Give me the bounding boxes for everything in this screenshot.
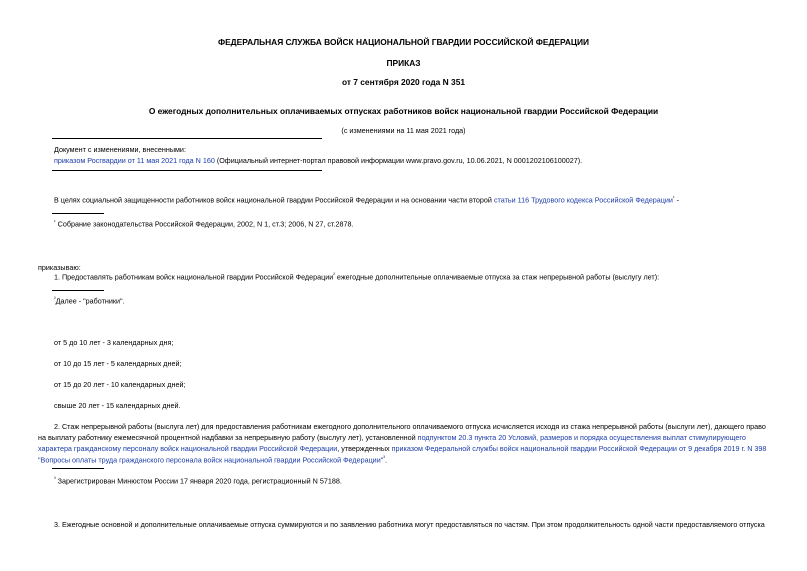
order-398-link[interactable]: приказом Федеральной службы войск национальной гвардии Российской Федерации от 9 декабря 2019 г. N 398 — [391, 444, 767, 453]
footnote-mark: ² — [54, 296, 56, 302]
amendments-note: (с изменениями на 11 мая 2021 года) — [341, 126, 466, 135]
list-item: от 5 до 10 лет - 3 календарных дня; — [54, 338, 174, 347]
footnote-divider — [52, 468, 104, 469]
item-2-text: , утвержденных — [337, 444, 392, 453]
document-date: от 7 сентября 2020 года N 351 — [341, 77, 466, 87]
item-1-text-cont: ежегодные дополнительные оплачиваемые отпуска за стаж непрерывной работы (выслугу лет): — [334, 272, 660, 282]
item-2-line — [38, 433, 746, 442]
item-2-line — [38, 455, 387, 464]
footnote-text: Далее - "работники". — [55, 296, 125, 306]
footnote-3 — [54, 476, 342, 485]
footnote-mark: ³ — [383, 455, 385, 461]
preamble-tail: - — [674, 195, 680, 205]
footnote-mark: ¹ — [672, 195, 675, 201]
preamble-text: В целях социальной защищенности работников войск национальной гвардии Российской Федерации и на основании части второй — [54, 195, 494, 205]
footnote-divider — [52, 290, 104, 291]
divider — [52, 170, 322, 171]
labor-code-link[interactable]: статьи 116 Трудового кодекса Российской Федерации — [493, 195, 673, 205]
order-word: приказываю: — [38, 263, 81, 272]
preamble — [54, 195, 679, 204]
changes-source: (Официальный интернет-портал правовой информации www.pravo.gov.ru, 10.06.2021, N 0001202106100027). — [214, 156, 583, 165]
amending-order-link[interactable]: приказом Росгвардии от 11 мая 2021 года N 160 — [54, 156, 215, 165]
regulation-link[interactable]: подпунктом 20.3 пункта 20 Условий, размеров и порядка осуществления выплат стимулирующего — [417, 433, 746, 442]
item-2-line: 2. Стаж непрерывной работы (выслуга лет) для предоставления работникам ежегодного дополнительного оплачиваемого отпуска исчисляется исходя из стажа непрерывной работы (выслуги лет), дающего право — [54, 422, 766, 431]
footnote-2 — [54, 296, 125, 305]
footnote-text: Собрание законодательства Российской Федерации, 2002, N 1, ст.3; 2006, N 27, ст.2878. — [55, 219, 354, 229]
item-2-tail: . — [384, 455, 387, 465]
item-2-line — [38, 444, 766, 453]
order-398-link-cont[interactable]: "Вопросы оплаты труда гражданского персонала войск национальной гвардии Российской Федерации" — [38, 455, 384, 465]
item-3-line: 3. Ежегодные основной и дополнительные оплачиваемые отпуска суммируются и по заявлению работника могут предоставляться по частям. При этом продолжительность одной части предоставляемого отпуска — [54, 520, 765, 529]
item-1 — [54, 272, 659, 281]
changes-label: Документ с изменениями, внесенными: — [54, 145, 186, 154]
item-1-text: 1. Предоставлять работникам войск национальной гвардии Российской Федерации — [54, 272, 334, 282]
footnote-mark: ³ — [54, 476, 56, 482]
document-title: О ежегодных дополнительных оплачиваемых отпусках работников войск национальной гвардии Российской Федерации — [148, 106, 659, 116]
list-item: свыше 20 лет - 15 календарных дней. — [54, 401, 181, 410]
footnote-mark: ² — [333, 272, 335, 278]
document-type: ПРИКАЗ — [386, 58, 421, 68]
list-item: от 15 до 20 лет - 10 календарных дней; — [54, 380, 186, 389]
footnote-mark: ¹ — [54, 219, 56, 225]
footnote-1 — [54, 219, 353, 228]
item-2-text: на выплату работнику ежемесячной процентной надбавки за непрерывную работу (выслугу лет), установленной — [38, 433, 418, 442]
footnote-divider — [52, 213, 104, 214]
agency-name: ФЕДЕРАЛЬНАЯ СЛУЖБА ВОЙСК НАЦИОНАЛЬНОЙ ГВАРДИИ РОССИЙСКОЙ ФЕДЕРАЦИИ — [217, 37, 590, 47]
changes-line — [54, 156, 582, 165]
regulation-link-cont[interactable]: характера гражданскому персоналу войск национальной гвардии Российской Федерации — [38, 444, 338, 453]
divider — [52, 138, 322, 139]
footnote-text: Зарегистрирован Минюстом России 17 января 2020 года, регистрационный N 57188. — [55, 476, 342, 486]
list-item: от 10 до 15 лет - 5 календарных дней; — [54, 359, 182, 368]
